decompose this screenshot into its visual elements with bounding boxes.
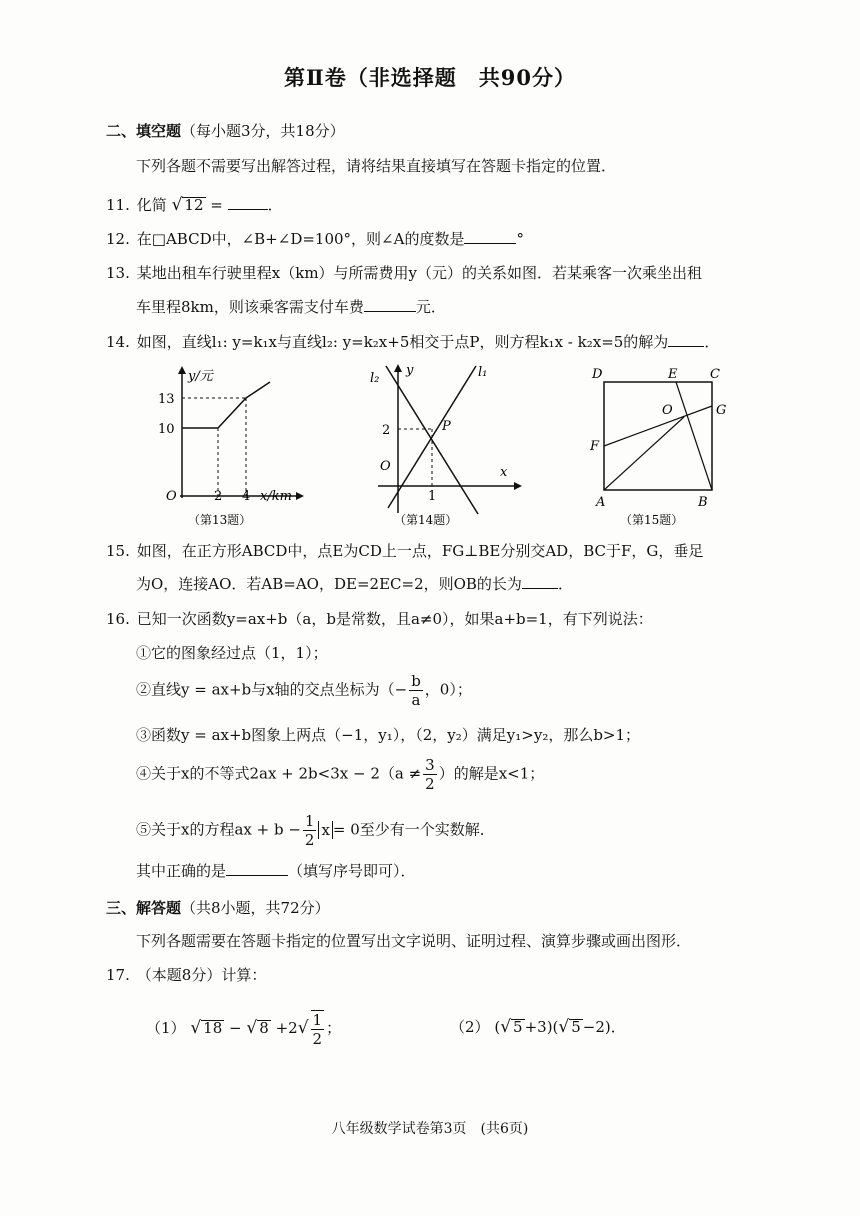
figure-13 — [152, 360, 312, 534]
fraction-3-over-2 — [423, 756, 437, 793]
q13-line-2a: 车里程8km，则该乘客需支付车费 — [136, 298, 364, 316]
plus-three: +3)( — [524, 1018, 559, 1036]
section-2-heading — [106, 120, 345, 141]
point-d-label: D — [592, 367, 603, 382]
point-b-label: B — [698, 495, 708, 510]
radical-sign: √ — [171, 195, 183, 215]
q11-prefix: 化简 — [136, 196, 167, 214]
x-tick-1: 1 — [428, 489, 437, 504]
plus-two: +2 — [275, 1019, 298, 1037]
question-number: 14. — [106, 333, 130, 351]
answer-blank — [522, 574, 558, 589]
section-3-heading — [106, 897, 330, 918]
point-g-label: G — [716, 403, 727, 418]
part-label: （2） — [450, 1018, 490, 1036]
numerator: 1 — [304, 812, 315, 830]
denominator: a — [411, 691, 421, 709]
section-3-note: （共8小题，共72分） — [181, 899, 330, 917]
y-tick-13: 13 — [158, 392, 175, 407]
answer-blank — [228, 195, 268, 210]
figure-13-graph — [152, 360, 312, 530]
numerator: b — [411, 672, 421, 690]
origin-label: O — [166, 489, 177, 504]
figure-14-graph — [360, 358, 530, 530]
y-tick-10: 10 — [158, 422, 175, 437]
question-13-line-1 — [106, 262, 702, 283]
radicand-8: 8 — [259, 1019, 269, 1037]
fare-line — [182, 382, 270, 428]
origin-label: O — [380, 459, 391, 474]
absolute-value-x: x — [318, 821, 332, 839]
question-16-stem — [106, 608, 653, 629]
point-o-label: O — [662, 403, 673, 418]
question-17 — [106, 964, 266, 985]
q17-head: （本题8分）计算： — [136, 966, 267, 984]
q16-s5-prefix: ⑤关于x的方程ax + b − — [136, 820, 301, 839]
denominator: 2 — [312, 1030, 323, 1048]
q16-s2-suffix: ，0）； — [424, 680, 472, 699]
x-axis-label: x — [500, 465, 508, 480]
q16-s4-suffix: ）的解是x<1； — [438, 764, 545, 783]
point-f-label: F — [590, 439, 600, 454]
point-p-label: P — [442, 419, 451, 434]
radicand-5: 5 — [513, 1018, 523, 1036]
fraction-b-over-a — [409, 672, 423, 709]
section-3-heading-text: 三、解答题 — [106, 899, 182, 917]
minus-sign: − — [229, 1019, 242, 1037]
point-e-label: E — [668, 367, 678, 382]
answer-blank — [464, 229, 516, 244]
q16-s4-prefix: ④关于x的不等式2ax + 2b<3x − 2（a ≠ — [136, 764, 422, 783]
q12-text: 在□ABCD中，∠B+∠D=100°，则∠A的度数是 — [136, 230, 465, 248]
radical-sign: √ — [558, 1017, 570, 1037]
q16-statement-4 — [136, 756, 544, 793]
y-axis-arrow — [394, 364, 402, 372]
x-axis-label: x/km — [260, 489, 292, 504]
question-number: 13. — [106, 264, 130, 282]
figure-13-caption: （第13题） — [188, 513, 252, 527]
answer-blank — [226, 861, 288, 876]
radical-sign: √ — [297, 1018, 309, 1038]
part-1-end: ； — [326, 1019, 342, 1037]
answer-blank — [364, 297, 416, 312]
radical-sign: √ — [500, 1017, 512, 1037]
y-tick-2: 2 — [382, 423, 391, 438]
question-number: 12. — [106, 230, 130, 248]
fraction-1-over-2 — [303, 812, 317, 849]
point-a-label: A — [596, 495, 606, 510]
numerator: 3 — [425, 756, 435, 774]
figure-15 — [582, 362, 732, 534]
question-number: 16. — [106, 610, 130, 628]
q11-radicand: 12 — [184, 196, 204, 214]
q16-correct-prefix: 其中正确的是 — [136, 862, 227, 880]
part-label: （1） — [146, 1019, 186, 1037]
q13-line-2b: 元． — [415, 298, 446, 316]
q11-end: ． — [267, 196, 283, 214]
q17-part-2 — [450, 1016, 626, 1037]
section-3-instruction: 下列各题需要在答题卡指定的位置写出文字说明、证明过程、演算步骤或画出图形． — [136, 932, 692, 950]
minus-two: −2)． — [582, 1018, 626, 1036]
q16-correct-suffix: （填写序号即可）． — [288, 862, 416, 880]
numerator: 1 — [312, 1011, 323, 1029]
q16-statement-2 — [136, 672, 472, 709]
question-15-line-1 — [106, 540, 703, 561]
q15-end: ． — [557, 575, 573, 593]
q16-statement-5 — [136, 812, 495, 849]
question-number: 17. — [106, 966, 130, 984]
square-abcd — [604, 382, 712, 490]
denominator: 2 — [304, 831, 315, 849]
l2-label: l₂ — [370, 371, 380, 386]
q12-end: ° — [516, 230, 524, 248]
q16-statement-1: ①它的图象经过点（1，1）； — [136, 644, 328, 662]
paren-open: ( — [494, 1018, 501, 1036]
radical-sign: √ — [190, 1018, 202, 1038]
radical-sign: √ — [246, 1018, 258, 1038]
question-15-line-2 — [136, 573, 573, 594]
radicand-5: 5 — [571, 1018, 581, 1036]
x-tick-2: 2 — [214, 489, 223, 504]
q16-s5-suffix: = 0至少有一个实数解． — [332, 820, 495, 839]
point-c-label: C — [710, 367, 720, 382]
figure-15-diagram — [582, 362, 732, 530]
question-11 — [106, 194, 283, 215]
l1-label: l₁ — [478, 365, 488, 380]
question-number: 11. — [106, 196, 130, 214]
segment-be — [676, 382, 712, 490]
figure-14-caption: （第14题） — [394, 513, 458, 527]
q14-end: ． — [704, 333, 720, 351]
q17-part-1 — [146, 1010, 341, 1048]
q16-statement-3: ③函数y = ax+b图象上两点（−1，y₁），（2，y₂）满足y₁>y₂，那么b>1； — [136, 726, 641, 744]
section-2-note: （每小题3分，共18分） — [181, 122, 345, 140]
y-axis-label: y/元 — [188, 369, 213, 384]
radicand-18: 18 — [203, 1019, 223, 1037]
x-axis-arrow — [514, 482, 522, 490]
x-tick-4: 4 — [242, 489, 251, 504]
section-2-instruction: 下列各题不需要写出解答过程，请将结果直接填写在答题卡指定的位置． — [136, 157, 617, 175]
denominator: 2 — [425, 775, 435, 793]
question-14 — [106, 331, 719, 352]
question-number: 15. — [106, 542, 130, 560]
q15-line-2: 为O，连接AO．若AB=AO，DE=2EC=2，则OB的长为 — [136, 575, 522, 593]
y-axis-arrow — [178, 366, 186, 374]
q16-stem: 已知一次函数y=ax+b（a，b是常数，且a≠0），如果a+b=1，有下列说法： — [136, 610, 653, 628]
q11-equals: = — [210, 196, 223, 214]
q16-answer-line — [136, 860, 416, 881]
q15-line-1: 如图，在正方形ABCD中，点E为CD上一点，FG⊥BE分别交AD，BC于F，G，垂足 — [136, 542, 704, 560]
x-axis-arrow — [296, 492, 304, 500]
section-2-heading-text: 二、填空题 — [106, 122, 182, 140]
page-footer: 八年级数学试卷第3页 (共6页) — [331, 1121, 529, 1137]
y-axis-label: y — [406, 363, 414, 378]
figure-15-caption: （第15题） — [620, 513, 684, 527]
answer-blank — [668, 332, 704, 347]
figure-14 — [360, 358, 530, 534]
question-12 — [106, 228, 524, 249]
question-13-line-2 — [136, 296, 446, 317]
q13-line-1: 某地出租车行驶里程x（km）与所需费用y（元）的关系如图．若某乘客一次乘坐出租 — [136, 264, 703, 282]
q14-text: 如图，直线l₁: y=k₁x与直线l₂: y=k₂x+5相交于点P，则方程k₁x - k₂x=5的解为 — [136, 333, 669, 351]
q16-s2-prefix: ②直线y = ax+b与x轴的交点坐标为（− — [136, 680, 408, 699]
page-title: 第Ⅱ卷（非选择题 共90分） — [284, 65, 576, 90]
segment-ao — [604, 417, 684, 490]
fraction-1-over-2 — [311, 1010, 325, 1048]
